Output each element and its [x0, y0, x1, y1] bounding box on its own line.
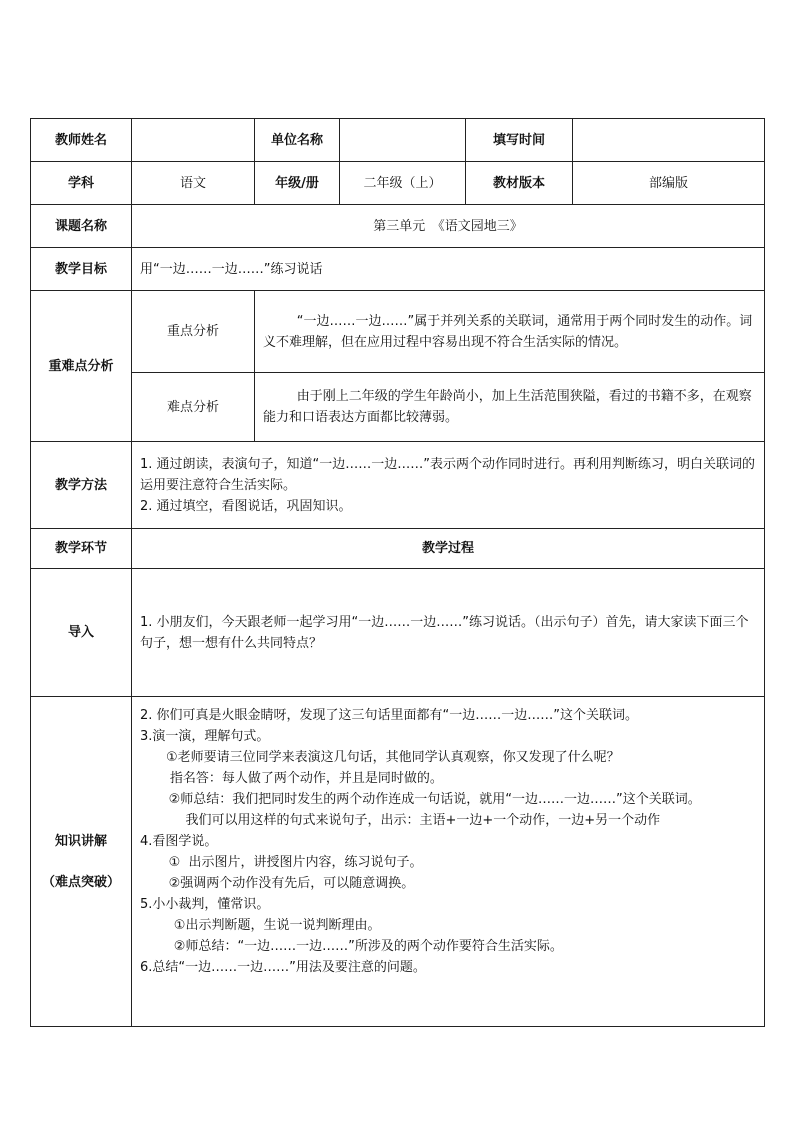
- stage-label: 教学环节: [31, 529, 132, 569]
- grade-value: 二年级（上）: [340, 162, 466, 205]
- process-header-row: [31, 529, 765, 569]
- lesson-plan-sheet: [30, 118, 764, 1027]
- method-line-2: 2. 通过填空，看图说话，巩固知识。: [140, 498, 352, 514]
- knowledge-line: 指名答：每人做了两个动作，并且是同时做的。: [169, 771, 443, 786]
- knowledge-line: 2. 你们可真是火眼金睛呀，发现了这三句话里面都有“一边……一边……”这个关联词。: [140, 708, 639, 723]
- teacher-value[interactable]: [132, 119, 255, 162]
- goal-value: 用“一边……一边……”练习说话: [132, 248, 765, 291]
- lesson-title-label: 课题名称: [31, 205, 132, 248]
- title-row: [31, 205, 765, 248]
- knowledge-row: [31, 697, 765, 1027]
- knowledge-line: 3.演一演，理解句式。: [140, 729, 270, 744]
- knowledge-label-cell: [31, 697, 132, 1027]
- unit-value[interactable]: [340, 119, 466, 162]
- knowledge-line: ②师总结：我们把同时发生的两个动作连成一句话说，就用“一边……一边……”这个关联词。: [168, 792, 701, 807]
- hard-point-text: [255, 373, 765, 442]
- grade-label: 年级/册: [255, 162, 340, 205]
- knowledge-line: 5.小小裁判，懂常识。: [140, 897, 270, 912]
- subject-value: 语文: [132, 162, 255, 205]
- knowledge-line: 我们可以用这样的句式来说句子，出示：主语+一边+一个动作，一边+另一个动作: [185, 813, 661, 828]
- knowledge-label: 知识讲解: [54, 833, 107, 849]
- knowledge-line: ②师总结：“一边……一边……”所涉及的两个动作要符合生活实际。: [173, 939, 563, 954]
- hard-point-label: 难点分析: [132, 373, 255, 442]
- knowledge-text: [132, 697, 765, 1027]
- method-text: [132, 442, 765, 529]
- method-label: 教学方法: [31, 442, 132, 529]
- date-label: 填写时间: [466, 119, 573, 162]
- date-value[interactable]: [573, 119, 765, 162]
- knowledge-line: 6.总结“一边……一边……”用法及要注意的问题。: [140, 960, 426, 975]
- process-label: 教学过程: [132, 529, 765, 569]
- key-point-paragraph: “一边……一边……”属于并列关系的关联词，通常用于两个同时发生的动作。词义不难理解，但在应用过程中容易出现不符合生活实际的情况。: [263, 313, 753, 350]
- method-line-1: 1. 通过朗读，表演句子，知道“一边……一边……”表示两个动作同时进行。再利用判断练习，明白关联词的运用要注意符合生活实际。: [140, 456, 756, 493]
- header-row-2: [31, 162, 765, 205]
- knowledge-line: ① 出示图片，讲授图片内容，练习说句子。: [168, 855, 423, 870]
- lesson-title-value: 第三单元 《语文园地三》: [132, 205, 765, 248]
- unit-label: 单位名称: [255, 119, 340, 162]
- knowledge-sublabel: （难点突破）: [41, 874, 120, 890]
- intro-label: 导入: [31, 569, 132, 697]
- intro-text: 1. 小朋友们，今天跟老师一起学习用“一边……一边……”练习说话。（出示句子）首先，请大家读下面三个句子，想一想有什么共同特点？: [132, 569, 765, 697]
- intro-row: [31, 569, 765, 697]
- analysis-label: 重难点分析: [31, 291, 132, 442]
- header-row-1: [31, 119, 765, 162]
- knowledge-line: 4.看图学说。: [140, 834, 218, 849]
- hard-point-paragraph: 由于刚上二年级的学生年龄尚小，加上生活范围狭隘，看过的书籍不多，在观察能力和口语表达方面都比较薄弱。: [263, 389, 752, 425]
- lesson-plan-table: [30, 118, 765, 1027]
- goal-label: 教学目标: [31, 248, 132, 291]
- key-point-row: [31, 291, 765, 373]
- edition-value: 部编版: [573, 162, 765, 205]
- goal-row: [31, 248, 765, 291]
- key-point-text: [255, 291, 765, 373]
- key-point-label: 重点分析: [132, 291, 255, 373]
- hard-point-row: [31, 373, 765, 442]
- teacher-label: 教师姓名: [31, 119, 132, 162]
- edition-label: 教材版本: [466, 162, 573, 205]
- knowledge-line: ①出示判断题，生说一说判断理由。: [173, 918, 381, 933]
- method-row: [31, 442, 765, 529]
- knowledge-line: ②强调两个动作没有先后，可以随意调换。: [168, 876, 415, 891]
- knowledge-line: ①老师要请三位同学来表演这几句话，其他同学认真观察，你又发现了什么呢？: [166, 750, 620, 765]
- subject-label: 学科: [31, 162, 132, 205]
